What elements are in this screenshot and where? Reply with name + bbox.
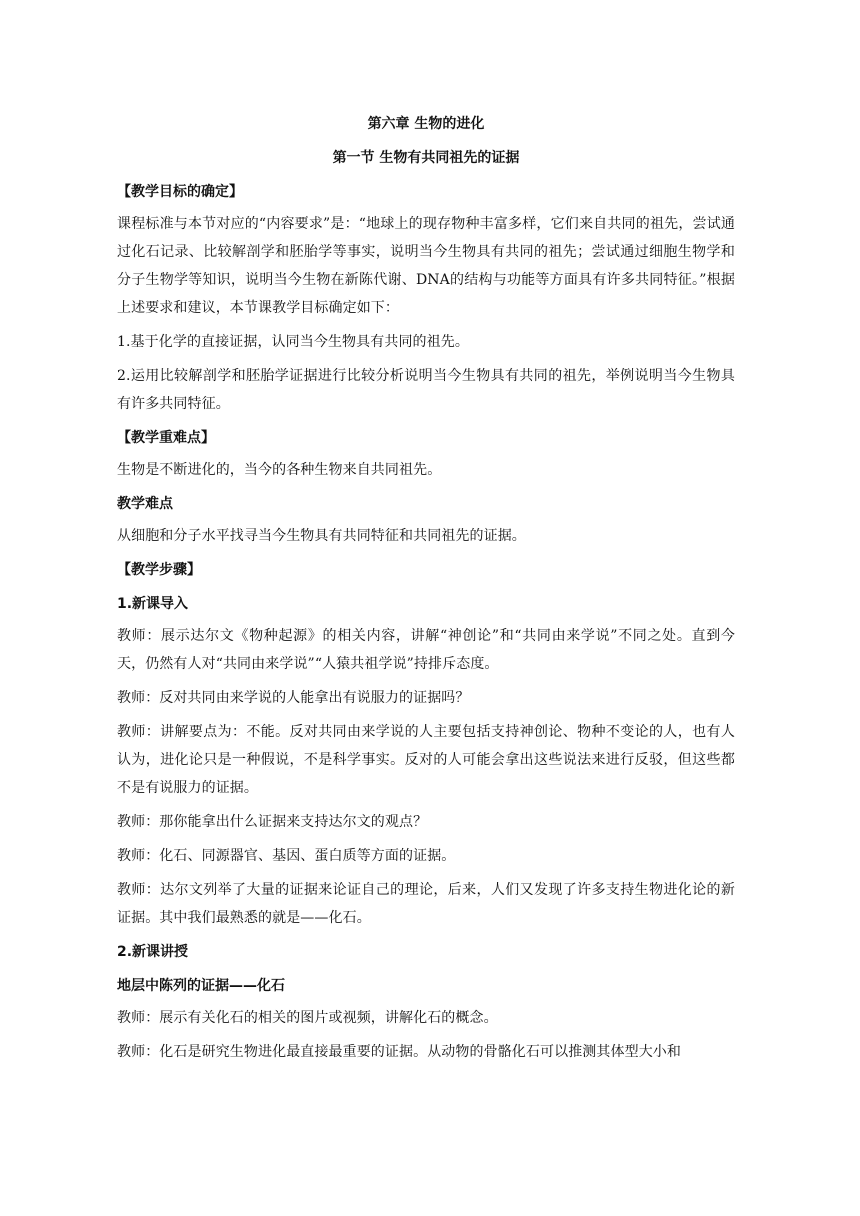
heading-difficulty: 教学难点: [117, 496, 173, 512]
paragraph-fossil-1: 教师：展示有关化石的相关的图片或视频，讲解化石的概念。: [117, 1010, 498, 1026]
section-title: 第一节 生物有共同祖先的证据: [332, 150, 520, 166]
heading-key-points: 【教学重难点】: [117, 430, 215, 446]
paragraph-key-point: 生物是不断进化的，当今的各种生物来自共同祖先。: [117, 462, 442, 478]
paragraph-goal-2: 2.运用比较解剖学和胚胎学证据进行比较分析说明当今生物具有共同的祖先，举例说明当今生物具有许多共同特征。: [117, 368, 735, 412]
document-page: [117, 110, 735, 1066]
paragraph-intro-2: 教师：反对共同由来学说的人能拿出有说服力的证据吗？: [117, 690, 470, 706]
heading-fossil-evidence: 地层中陈列的证据——化石: [117, 978, 285, 994]
paragraph-intro-4: 教师：那你能拿出什么证据来支持达尔文的观点？: [117, 814, 428, 830]
heading-teaching-steps: 【教学步骤】: [117, 562, 201, 578]
heading-teaching-goals: 【教学目标的确定】: [117, 184, 243, 200]
paragraph-intro-1: 教师：展示达尔文《物种起源》的相关内容，讲解“神创论”和“共同由来学说”不同之处。直到今天，仍然有人对“共同由来学说”“人猿共祖学说”持排斥态度。: [117, 628, 735, 672]
paragraph-goal-1: 1.基于化学的直接证据，认同当今生物具有共同的祖先。: [117, 334, 469, 350]
paragraph-curriculum-standard: 课程标准与本节对应的“内容要求”是：“地球上的现存物种丰富多样，它们来自共同的祖先，尝试通过化石记录、比较解剖学和胚胎学等事实，说明当今生物具有共同的祖先；尝试通过细胞生物学和分子生物学等知识，说明当今生物在新陈代谢、DNA的结构与功能等方面具有许多共同特征。”根据上述要求和建议，本节课教学目标确定如下：: [117, 216, 735, 316]
paragraph-intro-6: 教师：达尔文列举了大量的证据来论证自己的理论，后来，人们又发现了许多支持生物进化论的新证据。其中我们最熟悉的就是——化石。: [117, 882, 735, 926]
paragraph-difficulty: 从细胞和分子水平找寻当今生物具有共同特征和共同祖先的证据。: [117, 528, 526, 544]
paragraph-intro-5: 教师：化石、同源器官、基因、蛋白质等方面的证据。: [117, 848, 456, 864]
paragraph-intro-3: 教师：讲解要点为：不能。反对共同由来学说的人主要包括支持神创论、物种不变论的人，也有人认为，进化论只是一种假说，不是科学事实。反对的人可能会拿出这些说法来进行反驳，但这些都不是有说服力的证据。: [117, 724, 735, 796]
heading-new-lesson-teaching: 2.新课讲授: [117, 944, 189, 960]
heading-new-lesson-intro: 1.新课导入: [117, 596, 189, 612]
chapter-title: 第六章 生物的进化: [367, 116, 485, 132]
paragraph-fossil-2: 教师：化石是研究生物进化最直接最重要的证据。从动物的骨骼化石可以推测其体型大小和: [117, 1044, 681, 1060]
